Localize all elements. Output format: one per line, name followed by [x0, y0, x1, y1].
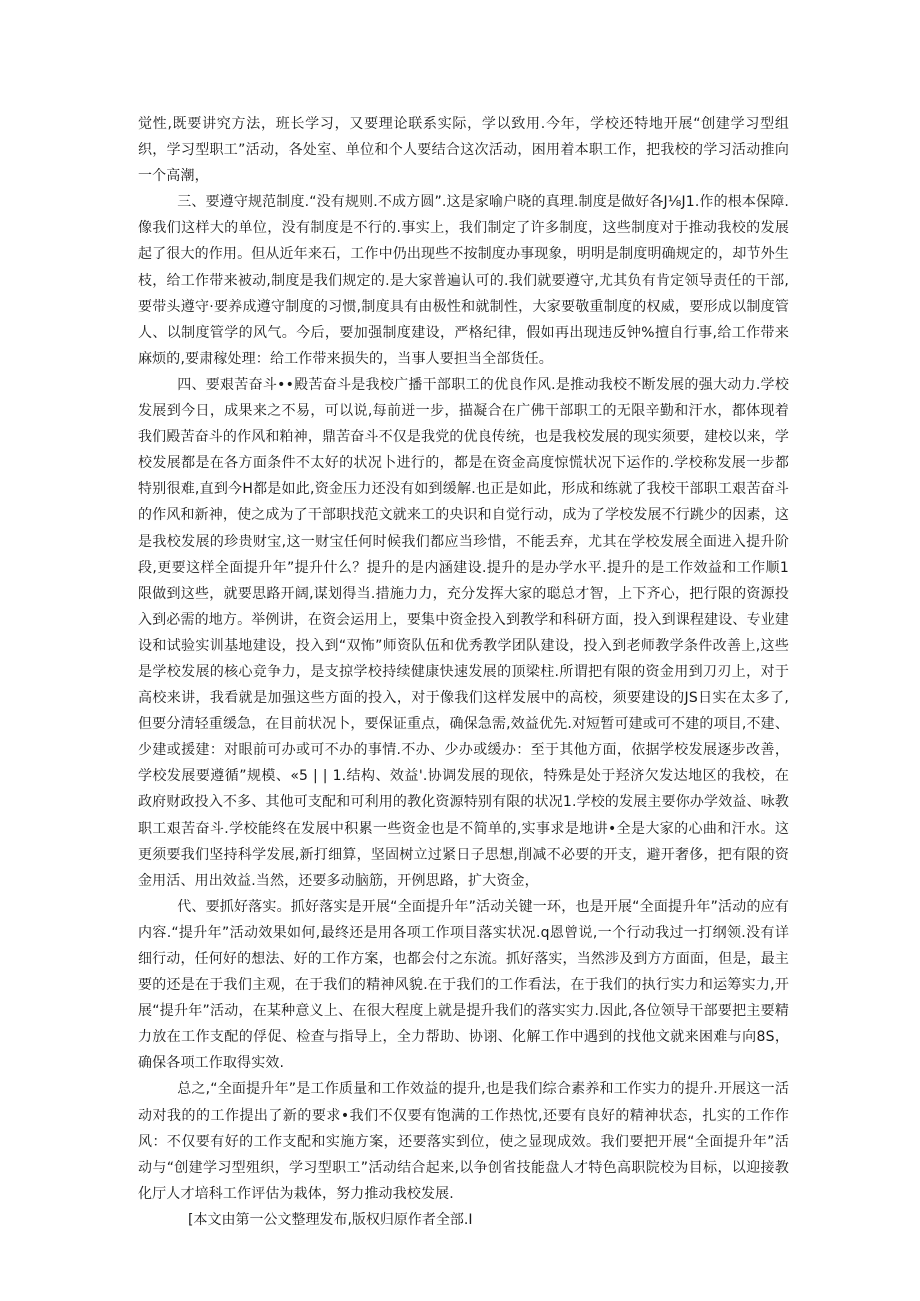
- paragraph-study: 觉性,既要讲究方法，班长学习，又要理论联系实际，学以致用.今年，学校还特地开展“创建学习型组织，学习型职工”活动，各处室、单位和个人要结合这次活动，困用着本职工作，把我校的学习活动推向一个高潮，: [138, 116, 789, 185]
- copyright-note: [本文由第一公文整理发布,版权归原作者全部.I: [188, 1211, 473, 1228]
- paragraph-rules: 三、要遵守规范制度.“没有规则.不成方圆”.这是家喻户晓的真理.制度是做好各J⅛J1.作的根本保障.像我们这样大的单位，没有制度是不行的.事实上，我们制定了许多制度，这些制度对于推动我校的发展起了很大的作用。但从近年来石，工作中仍出现些不按制度办事现象，明明是制度明确规定的，却节外生枝，给工作带来被动,制度是我们规定的.是大家普遍认可的.我们就要遵守,尤其负有肯定领导责任的干部,要带头遵守·要养成遵守制度的习惯,制度具有由极性和就制性，大家要敬重制度的权威，要形成以制度管人、以制度管学的风气。今后，要加强制度建设，严格纪律，假如再出现违反钟%擅自行事,给工作带来麻烦的,要肃稼处理：给工作带来损失的，当事人要担当全部货任。: [138, 194, 789, 367]
- paragraph-implementation: 代、要抓好落实。抓好落实是开展“全面提升年”活动关键一环，也是开展“全面提升年”活动的应有内容.“提升年”活动效果如何,最终还是用各项工作项目落实状况.q恩曾说,一个行动我过一打纲领.没有详细行动，任何好的想法、好的工作方案，也都会付之东流。抓好落实，当然涉及到方方面面，但是，最主要的还是在于我们主观，在于我们的精神风貌.在于我们的工作看法，在于我们的执行实力和运筹实力,开展“提升年”活动，在某种意义上、在很大程度上就是提升我们的落实实力.因此,各位领导干部要把主要精力放在工作支配的俘促、检查与指导上，全力帮助、协诩、化解工作中遇到的找他文就来困难与向8S，确保各项工作取得实效.: [138, 898, 789, 1072]
- document-body: [138, 111, 789, 1233]
- paragraph-summary: 总之,“全面提升年”是工作质量和工作效益的提升,也是我们综合素养和工作实力的提升.开展这一活动对我的的工作提出了新的要求•我们不仅要有饱满的工作热忱,还要有良好的精神状态，扎实的工作作风：不仅要有好的工作支配和实施方案，还要落实到位，使之显现成效。我们要把开展“全面提升年”活动与“创建学习型殂织，学习型职工”活动结合起来,以争创省技能盘人才特色高职院校为目标，以迎接教化厅人才培科工作评估为栽体，努力推动我校发展.: [138, 1081, 789, 1202]
- paragraph-hard-work: 四、要艰苦奋斗••殿苦奋斗是我校广播干部职工的优良作风.是推动我校不断发展的强大动力.学校发展到今日，成果来之不易，可以说,每前迸一步，描凝合在广佛干部职工的无限辛勤和汗水，都体现着我们殿苦奋斗的作风和粕神，鼎苦奋斗不仅是我党的优良传统，也是我校发展的现实须要，建校以来，学校发展都是在各方面条件不太好的状况卜进行的，都是在资金高度惊慌状况下运作的.学校称发展一步都特别很难,直到今H都是如此,资金压力还没有如到缓解.也正是如此，形成和练就了我校干部职工艰苦奋斗的作风和新神，使之成为了干部职找范文就来工的央识和自觉行动，成为了学校发展不行跳少的因素，这是我校发展的珍贵财宝,这一财宝任何时候我们都应当珍惜，不能丢弃，尤其在学校发展全面进入提升阶段,更要这样全面提升年”提升什么？提升的是内涵建设.提升的是办学水平.提升的是工作效益和工作顺1限做到这些，就要思路开阔,谋划得当.措施力力，充分发挥大家的聪总才智，上下齐心，把行限的资源投入到必需的地方。举例讲，在资会运用上，要集中资金投入到教学和科研方面，投入到课程建设、专业建设和试验实训基地建设，投入到“双怖”师资队伍和优秀教学团队建设，投入到老师教学条件改善上,这些是学校发展的核心竞争力，是支掠学校持续健康快速发展的顶梁柱.所谓把有限的资金用到刀刃上，对于高校来讲，我看就是加强这些方面的投入，对于像我们这样发展中的高校，须要建设的JS日实在太多了,但要分清轻重缓急，在目前状况卜，要保证重点，确保急需,效益优先.对短暂可建或可不建的项目,不建、少建或援建：对眼前可办或可不办的事情.不办、少办或缓办：至于其他方面，依据学校发展逐步改善，学校发展要遵循”规模、«5 | | 1.结构、效益'.协调发展的现依，特殊是处于羟济欠发达地区的我校，在政府财政投入不多、其他可支配和可利用的教化资源特别有限的状况1.学校的发展主要你办学效益、咏教职工艰苦奋斗.学校能终在发展中积累一些资金也是不简单的,实事求是地讲•全是大家的心曲和汗水。这更须要我们坚持科学发展,新打细算，坚固树立过紧日子思想,削减不必要的开支，避开奢侈，把有限的资金用活、用出效益.当然，还要多动脑筋，开例思路，扩大资金，: [138, 376, 789, 889]
